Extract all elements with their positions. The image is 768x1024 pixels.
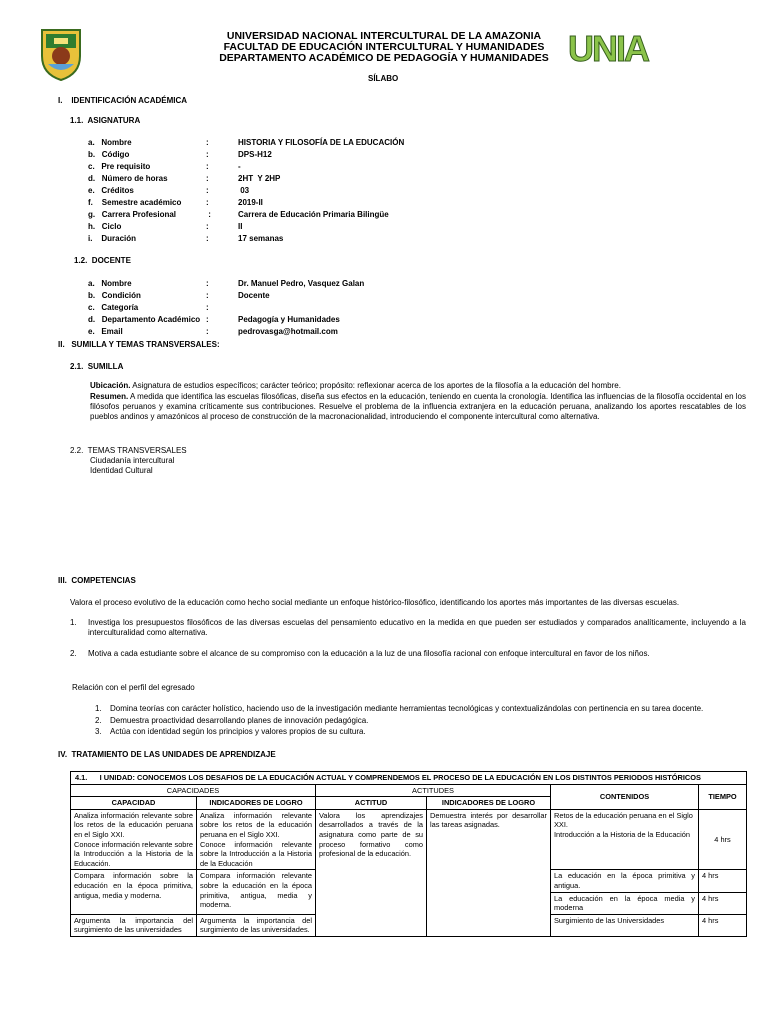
field-separator: : bbox=[206, 303, 209, 312]
field-label: i. Duración bbox=[88, 234, 137, 243]
tema-transversal: Identidad Cultural bbox=[90, 466, 153, 475]
field-value: Dr. Manuel Pedro, Vasquez Galan bbox=[238, 279, 365, 288]
field-row bbox=[88, 149, 688, 161]
unidad-1-table bbox=[70, 771, 747, 937]
subsection-2-2-title: 2.2. TEMAS TRANSVERSALES bbox=[70, 446, 187, 455]
section-1-title: I. IDENTIFICACIÓN ACADÉMICA bbox=[58, 96, 188, 105]
field-value: Docente bbox=[238, 291, 270, 300]
indicador-cell: Argumenta la importancia del surgimiento de las universidades. bbox=[197, 914, 316, 936]
field-value: DPS-H12 bbox=[238, 150, 272, 159]
field-separator: : bbox=[206, 327, 209, 336]
tema-transversal: Ciudadanía intercultural bbox=[90, 456, 175, 465]
header-tiempo: TIEMPO bbox=[699, 784, 747, 809]
field-separator: : bbox=[206, 279, 209, 288]
field-row bbox=[88, 185, 688, 197]
perfil-number: 3. bbox=[95, 727, 102, 736]
tiempo-cell: 4 hrs bbox=[699, 809, 747, 870]
indicador-cell: Analiza información relevante sobre los retos de la educación peruana en el Siglo XXI. Conoce información relevante sobre la Introducción a la Historia de la Educación bbox=[197, 809, 316, 870]
document-title: SÍLABO bbox=[368, 74, 399, 83]
header-indicadores-actitud: INDICADORES DE LOGRO bbox=[427, 797, 551, 810]
subsection-1-1-title: 1.1. ASIGNATURA bbox=[70, 116, 141, 125]
ubicacion-label: Ubicación. bbox=[90, 381, 131, 390]
capacidad-cell: Analiza información relevante sobre los retos de la educación peruana en el Siglo XXI. Conoce información relevante sobre la Introducción a la Historia de la Educación. bbox=[71, 809, 197, 870]
field-row bbox=[88, 278, 688, 290]
contenido-cell: La educación en la época primitiva y antigua. bbox=[551, 870, 699, 892]
indicador-cell: Compara información relevante sobre la educación en la época primitiva, antigua, media y moderna. bbox=[197, 870, 316, 914]
tiempo-cell: 4 hrs bbox=[699, 914, 747, 936]
table-row bbox=[71, 809, 747, 870]
perfil-item: Demuestra proactividad desarrollando planes de innovación pedagógica. bbox=[110, 716, 369, 725]
field-row bbox=[88, 137, 688, 149]
subsection-1-2-title: 1.2. DOCENTE bbox=[74, 256, 131, 265]
field-separator: : bbox=[206, 210, 211, 219]
actitud-cell: Valora los aprendizajes desarrollados a través de la asignatura como parte de su proceso formativo como profesional de la educación. bbox=[316, 809, 427, 936]
field-label: a. Nombre bbox=[88, 279, 132, 288]
contenido-cell: La educación en la época media y moderna bbox=[551, 892, 699, 914]
competencia-item: Investiga los presupuestos filosóficos de las diversas escuelas del pensamiento educativo en la medida en que pueden ser estudiados y comparados analíticamente, incluyendo a la interculturalidad como alternativa. bbox=[88, 618, 746, 637]
table-row bbox=[71, 772, 747, 785]
perfil-egresado-title: Relación con el perfil del egresado bbox=[72, 683, 195, 692]
capacidad-cell: Argumenta la importancia del surgimiento de las universidades bbox=[71, 914, 197, 936]
field-label: h. Ciclo bbox=[88, 222, 122, 231]
resumen-text: A medida que identifica las escuelas filosóficas, diseña sus efectos en la educación, teniendo en cuenta la cronología. Identifica las influencias de la filosofía occidental en los filósofos peruanos y examina críticamente sus contribuciones. Resuelve el problema de la influencia extranjera en la educación peruana, analizando los aportes rescatables de los pueblos andinos y amazónicos al proceso de construcción de la macronacionalidad, introduciendo el componente intercultural como alternativa. bbox=[90, 392, 746, 421]
field-value: - bbox=[238, 162, 241, 171]
field-separator: : bbox=[206, 162, 209, 171]
header-actitud: ACTITUD bbox=[316, 797, 427, 810]
section-4-title: IV. TRATAMIENTO DE LAS UNIDADES DE APRENDIZAJE bbox=[58, 750, 276, 759]
tiempo-cell: 4 hrs bbox=[699, 870, 747, 892]
field-label: a. Nombre bbox=[88, 138, 132, 147]
resumen-label: Resumen. bbox=[90, 392, 129, 401]
field-label: b. Condición bbox=[88, 291, 141, 300]
section-2-title: II. SUMILLA Y TEMAS TRANSVERSALES: bbox=[58, 340, 220, 349]
field-separator: : bbox=[206, 315, 209, 324]
field-value: pedrovasga@hotmail.com bbox=[238, 327, 338, 336]
header-contenidos: CONTENIDOS bbox=[551, 784, 699, 809]
ubicacion-text: Asignatura de estudios específicos; carácter teórico; propósito: reflexionar acerca de los aportes de la filosofía a la educación del hombre. bbox=[130, 381, 621, 390]
field-label: g. Carrera Profesional bbox=[88, 210, 177, 219]
field-separator: : bbox=[206, 138, 209, 147]
field-value: HISTORIA Y FILOSOFÍA DE LA EDUCACIÓN bbox=[238, 138, 405, 147]
field-row bbox=[88, 221, 688, 233]
field-row bbox=[88, 197, 688, 209]
field-separator: : bbox=[206, 174, 209, 183]
field-row bbox=[88, 173, 688, 185]
field-separator: : bbox=[206, 222, 209, 231]
indicador-actitud-cell: Demuestra interés por desarrollar las tareas asignadas. bbox=[427, 809, 551, 936]
capacidad-cell: Compara información sobre la educación en la época primitiva, antigua, media y moderna. bbox=[71, 870, 197, 914]
field-value: Carrera de Educación Primaria Bilingüe bbox=[238, 210, 389, 219]
university-name: UNIVERSIDAD NACIONAL INTERCULTURAL DE LA AMAZONIA bbox=[226, 30, 542, 42]
competencias-intro: Valora el proceso evolutivo de la educación como hecho social mediante un enfoque histórico-filosófico, identificando los aportes más importantes de las diversas escuelas. bbox=[70, 598, 680, 607]
field-value: 17 semanas bbox=[238, 234, 284, 243]
perfil-number: 1. bbox=[95, 704, 102, 713]
header-actitudes: ACTITUDES bbox=[316, 784, 551, 797]
perfil-item: Actúa con identidad según los principios y valores propios de su cultura. bbox=[110, 727, 366, 736]
field-row bbox=[88, 314, 688, 326]
section-3-title: III. COMPETENCIAS bbox=[58, 576, 136, 585]
asignatura-list bbox=[88, 137, 688, 245]
field-label: d. Departamento Académico bbox=[88, 315, 201, 324]
field-value: 2HT Y 2HP bbox=[238, 174, 281, 183]
table-row bbox=[71, 784, 747, 797]
field-value: II bbox=[238, 222, 243, 231]
field-label: f. Semestre académico bbox=[88, 198, 182, 207]
field-label: d. Número de horas bbox=[88, 174, 168, 183]
field-label: e. Créditos bbox=[88, 186, 134, 195]
sumilla-ubicacion bbox=[90, 381, 746, 391]
header-indicadores-capacidad: INDICADORES DE LOGRO bbox=[197, 797, 316, 810]
field-label: c. Pre requisito bbox=[88, 162, 151, 171]
field-row bbox=[88, 209, 688, 221]
competencia-number: 1. bbox=[70, 618, 77, 627]
field-row bbox=[88, 302, 688, 314]
field-row bbox=[88, 161, 688, 173]
subsection-2-1-title: 2.1. SUMILLA bbox=[70, 362, 124, 371]
perfil-number: 2. bbox=[95, 716, 102, 725]
perfil-item: Domina teorías con carácter holístico, haciendo uso de la investigación mediante herramientas tecnológicas y contextualizándolas con pertinencia en su tarea docente. bbox=[110, 704, 704, 713]
field-value: 03 bbox=[238, 186, 250, 195]
field-value: Pedagogía y Humanidades bbox=[238, 315, 340, 324]
header-capacidad: CAPACIDAD bbox=[71, 797, 197, 810]
department-name: DEPARTAMENTO ACADÉMICO DE PEDAGOGÍA Y HUMANIDADES bbox=[219, 52, 549, 64]
competencia-item: Motiva a cada estudiante sobre el alcance de su compromiso con la educación a la luz de una filosofía racional con enfoque intercultural en favor de los niños. bbox=[88, 649, 650, 658]
field-label: b. Código bbox=[88, 150, 130, 159]
field-separator: : bbox=[206, 186, 209, 195]
field-row bbox=[88, 290, 688, 302]
field-row bbox=[88, 233, 688, 245]
field-label: e. Email bbox=[88, 327, 123, 336]
sumilla-resumen bbox=[90, 392, 746, 422]
competencia-number: 2. bbox=[70, 649, 77, 658]
tiempo-cell: 4 hrs bbox=[699, 892, 747, 914]
docente-list bbox=[88, 278, 688, 338]
field-row bbox=[88, 326, 688, 338]
field-separator: : bbox=[206, 150, 209, 159]
faculty-name: FACULTAD DE EDUCACIÓN INTERCULTURAL Y HUMANIDADES bbox=[223, 41, 545, 53]
field-separator: : bbox=[206, 234, 209, 243]
field-separator: : bbox=[206, 198, 209, 207]
unia-logo: UNIA bbox=[568, 28, 648, 69]
field-separator: : bbox=[206, 291, 209, 300]
field-label: c. Categoría bbox=[88, 303, 139, 312]
header-capacidades: CAPACIDADES bbox=[71, 784, 316, 797]
contenido-cell: Surgimiento de las Universidades bbox=[551, 914, 699, 936]
contenido-cell: Retos de la educación peruana en el Siglo XXI. Introducción a la Historia de la Educación bbox=[551, 809, 699, 870]
field-value: 2019-II bbox=[238, 198, 263, 207]
unidad-title: 4.1. I UNIDAD: CONOCEMOS LOS DESAFIOS DE LA EDUCACIÓN ACTUAL Y COMPRENDEMOS EL PROCESO DE LA EDUCACIÓN EN LOS DISTINTOS PERIODOS HISTÓRICOS bbox=[71, 772, 747, 785]
